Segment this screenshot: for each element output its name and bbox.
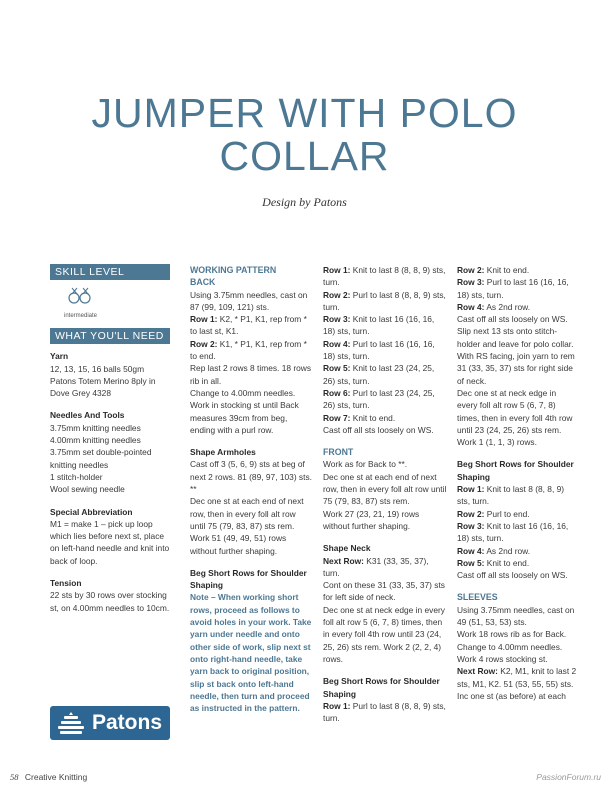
title-line-2: COLLAR <box>219 133 390 179</box>
patons-logo <box>50 706 170 740</box>
shape-armholes-heading: Shape Armholes <box>190 447 256 458</box>
paragraph: Cont on these 31 (33, 35, 37) sts for left side of neck. <box>323 580 445 603</box>
row-instruction: Row 2: Purl to last 8 (8, 8, 9) sts, turn. <box>323 289 446 312</box>
needles-item: 3.75mm knitting needles <box>50 422 141 433</box>
working-pattern-heading: WORKING PATTERN <box>190 265 277 275</box>
tension-heading: Tension <box>50 578 82 589</box>
pagoda-icon <box>56 710 86 736</box>
row-instruction: Row 2: Purl to end. <box>457 508 530 519</box>
paragraph: Cast off all sts loosely on WS. <box>457 314 568 325</box>
paragraph: Cast off all sts loosely on WS. <box>457 570 568 581</box>
row-instruction: Row 2: K1, * P1, K1, rep from * to end. <box>190 338 307 362</box>
short-rows-heading: Beg Short Rows for Shoulder Shaping <box>457 459 574 482</box>
paragraph: Rep last 2 rows 8 times. 18 rows rib in all. <box>190 363 312 386</box>
page-footer <box>10 772 87 782</box>
paragraph: Cast off 3 (5, 6, 9) sts at beg of next 2 rows. 81 (89, 97, 103) sts. ** <box>190 459 312 495</box>
needles-heading: Needles And Tools <box>50 410 125 421</box>
paragraph: Work 18 rows rib as for Back. <box>457 629 567 640</box>
paragraph: Work 1 (1, 1, 3) rows. <box>457 437 537 448</box>
row-instruction: Row 1: Knit to last 8 (8, 8, 9) sts, turn. <box>323 265 446 288</box>
watermark: PassionForum.ru <box>536 772 601 782</box>
abbreviation-heading: Special Abbreviation <box>50 506 133 517</box>
yarn-balls-icon <box>66 286 170 312</box>
row-instruction: Row 7: Knit to end. <box>323 412 396 423</box>
row-instruction: Row 6: Purl to last 23 (24, 25, 26) sts, turn. <box>323 387 435 411</box>
row-instruction: Row 5: Knit to last 23 (24, 25, 26) sts, turn. <box>323 363 435 386</box>
paragraph: Change to 4.00mm needles. <box>457 641 563 652</box>
row-instruction: Next Row: K31 (33, 35, 37), turn. <box>323 555 429 578</box>
paragraph: Dec one st at each end of next row, then in every foll alt row until 75 (79, 83, 87) sts rem. <box>323 471 447 507</box>
paragraph: Work 27 (23, 21, 19) rows without further shaping. <box>323 508 420 531</box>
row-instruction: Row 3: Knit to last 16 (16, 16, 18) sts, turn. <box>457 520 569 544</box>
yarn-heading: Yarn <box>50 351 69 362</box>
row-instruction: Row 2: Knit to end. <box>457 265 530 275</box>
row-instruction: Row 4: Purl to last 16 (16, 16, 18) sts, turn. <box>323 338 435 362</box>
shape-neck-heading: Shape Neck <box>323 543 371 554</box>
needles-item: 1 stitch-holder <box>50 471 103 482</box>
row-instruction: Row 1: Purl to last 8 (8, 8, 9) sts, turn. <box>323 700 446 724</box>
row-instruction: Row 4: As 2nd row. <box>457 545 531 556</box>
byline: Design by Patons <box>262 195 347 209</box>
sidebar-column <box>50 264 170 614</box>
what-you-need-header: WHAT YOU'LL NEED <box>50 328 170 344</box>
paragraph: Work 51 (49, 49, 51) rows without further shaping. <box>190 533 287 556</box>
paragraph: Dec one st at each end of next row, then in every foll alt row until 75 (79, 83, 87) sts rem. <box>190 496 304 531</box>
pattern-column-3 <box>457 264 577 702</box>
paragraph: With RS facing, join yarn to rem 31 (33, 35, 37) sts for right side of neck. <box>457 351 575 386</box>
yarn-text: 12, 13, 15, 16 balls 50gm Patons Totem Merino 8ply in Dove Grey 4328 <box>50 363 156 399</box>
row-instruction: Row 1: K2, * P1, K1, rep from * to last st, K1. <box>190 314 307 337</box>
paragraph: Work 4 rows stocking st. <box>457 653 548 664</box>
paragraph: Slip next 13 sts onto stitch-holder and leave for polo collar. <box>457 326 574 349</box>
paragraph: Using 3.75mm needles, cast on 87 (99, 109, 121) sts. <box>190 289 308 312</box>
short-rows-heading: Beg Short Rows for Shoulder Shaping <box>190 567 307 591</box>
needles-item: 4.00mm knitting needles <box>50 435 141 446</box>
page-title <box>0 92 609 178</box>
needles-item: Wool sewing needle <box>50 484 125 495</box>
pattern-column-1 <box>190 264 312 714</box>
paragraph: Dec one st at neck edge in every foll alt row 5 (6, 7, 8) times, then in every foll 4th row until 23 (24, 25, 26) sts rem. <box>457 387 573 435</box>
magazine-name: Creative Knitting <box>24 772 88 782</box>
logo-text: Patons <box>92 711 163 734</box>
tension-text: 22 sts by 30 rows over stocking st, on 4.00mm needles to 10cm. <box>50 590 170 613</box>
paragraph: Inc one st (as before) at each <box>457 690 566 701</box>
note-text: Note – When working short rows, proceed as follows to avoid holes in your work. Take yarn under needle and onto other side of work, slip next st onto right-hand needle, take yarn back to original position, slip st back onto left-hand needle, then turn and proceed as instructed in the pattern. <box>190 592 312 714</box>
needles-item: 3.75mm set double-pointed knitting needles <box>50 447 152 470</box>
title-line-1: JUMPER WITH POLO <box>91 90 518 136</box>
row-instruction: Row 5: Knit to end. <box>457 557 530 568</box>
row-instruction: Next Row: K2, M1, knit to last 2 sts, M1, K2. 51 (53, 55, 55) sts. <box>457 666 577 689</box>
page-number: 58 <box>10 772 19 782</box>
row-instruction: Row 1: Knit to last 8 (8, 8, 9) sts, turn. <box>457 484 565 507</box>
row-instruction: Row 4: As 2nd row. <box>457 301 531 312</box>
paragraph: Change to 4.00mm needles. Work in stocking st until Back measures 39cm from beg, ending with a purl row. <box>190 387 299 435</box>
paragraph: Cast off all sts loosely on WS. <box>323 424 434 435</box>
skill-level-header: SKILL LEVEL <box>50 264 170 280</box>
paragraph: Work as for Back to **. <box>323 459 408 470</box>
abbreviation-text: M1 = make 1 – pick up loop which lies before next st, place on left-hand needle and knit into back of loop. <box>50 518 170 566</box>
row-instruction: Row 3: Purl to last 16 (16, 16, 18) sts, turn. <box>457 277 569 300</box>
front-heading: FRONT <box>323 447 354 458</box>
paragraph: Using 3.75mm needles, cast on 49 (51, 53, 53) sts. <box>457 604 575 628</box>
skill-level-label: intermediate <box>64 313 98 319</box>
back-heading: BACK <box>190 277 216 288</box>
sleeves-heading: SLEEVES <box>457 592 498 603</box>
paragraph: Dec one st at neck edge in every foll alt row 5 (6, 7, 8) times, then in every foll 4th row until 23 (24, 25, 26) sts rem. Work 2 (2, 2, 4) rows. <box>323 604 445 664</box>
row-instruction: Row 3: Knit to last 16 (16, 16, 18) sts, turn. <box>323 314 435 337</box>
pattern-column-2 <box>323 264 447 724</box>
short-rows-heading: Beg Short Rows for Shoulder Shaping <box>323 676 440 699</box>
